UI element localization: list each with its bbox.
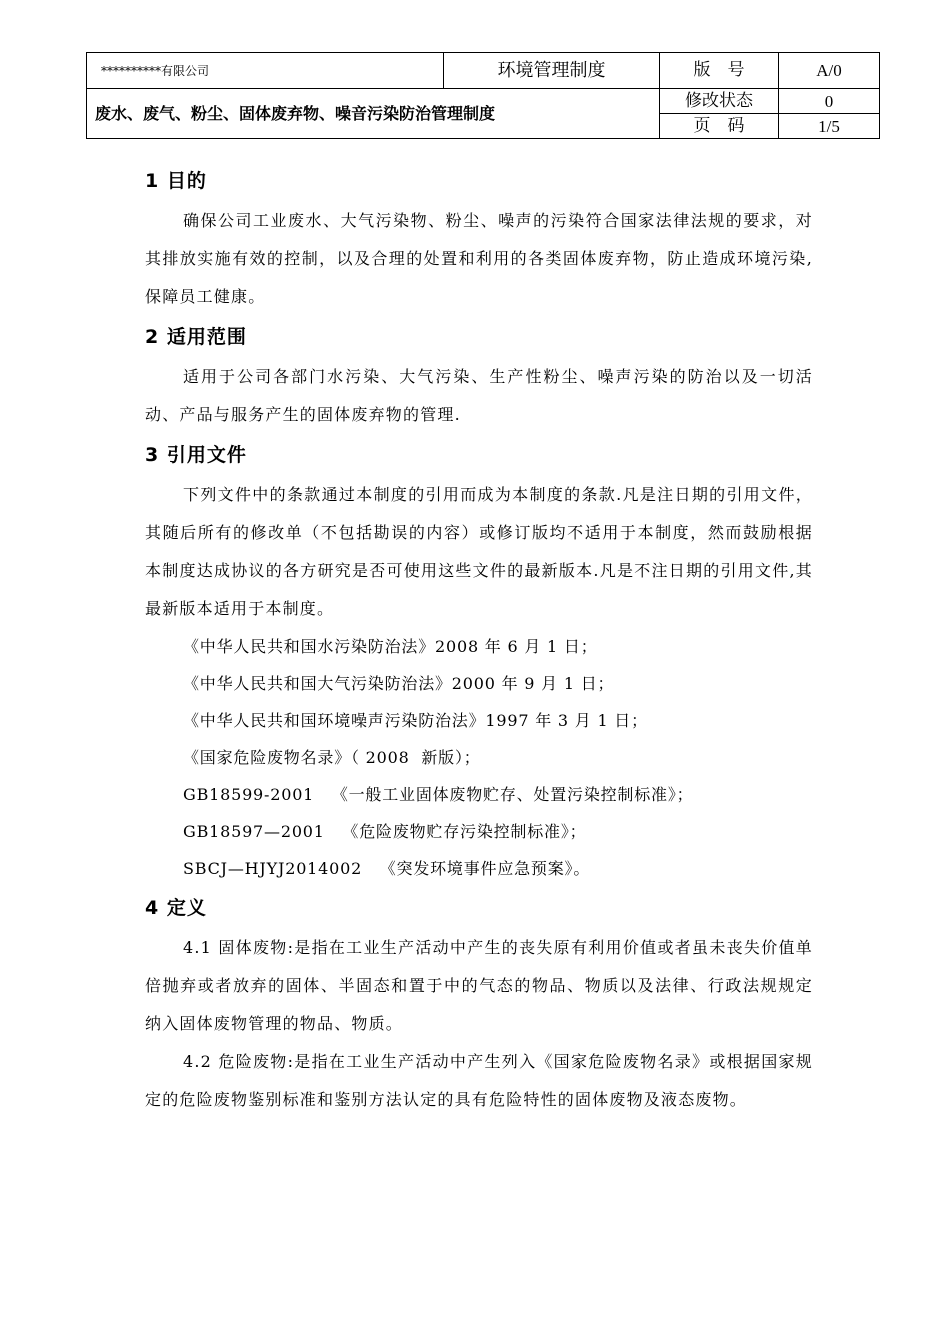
reference-item: 《中华人民共和国大气污染防治法》2000 年 9 月 1 日； <box>183 674 615 693</box>
definition-hazardous-waste: 4.2 危险废物:是指在工业生产活动中产生列入《国家危险废物名录》或根据国家规定的危险废物鉴别标准和鉴别方法认定的具有危险特性的固体废物及液态废物。 <box>145 1052 813 1109</box>
section-heading-scope: 2 适用范围 <box>145 326 247 348</box>
section-heading-purpose: 1 目的 <box>145 170 207 192</box>
document-title: 废水、废气、粉尘、固体废弃物、噪音污染防治管理制度 <box>87 89 660 139</box>
section-text-references: 下列文件中的条款通过本制度的引用而成为本制度的条款.凡是注日期的引用文件，其随后所有的修改单（不包括勘误的内容）或修订版均不适用于本制度，然而鼓励根据本制度达成协议的各方研究是否可使用这些文件的最新版本.凡是不注日期的引用文件,其最新版本适用于本制度。 <box>145 485 813 618</box>
section-heading-references: 3 引用文件 <box>145 444 247 466</box>
company-name: **********有限公司 <box>87 53 444 89</box>
section-text-scope: 适用于公司各部门水污染、大气污染、生产性粉尘、噪声污染的防治以及一切活动、产品与服务产生的固体废弃物的管理. <box>145 367 813 424</box>
revision-label: 修改状态 <box>660 89 779 114</box>
page-value: 1/5 <box>779 114 880 139</box>
section-heading-definitions: 4 定义 <box>145 897 207 919</box>
reference-item: GB18597—2001 《危险废物贮存污染控制标准》； <box>183 822 587 841</box>
revision-value: 0 <box>779 89 880 114</box>
version-value: A/0 <box>779 53 880 89</box>
reference-item: GB18599-2001 《一般工业固体废物贮存、处置污染控制标准》； <box>183 785 694 804</box>
document-header-table <box>86 52 880 139</box>
document-body <box>145 164 813 1119</box>
section-text-purpose: 确保公司工业废水、大气污染物、粉尘、噪声的污染符合国家法律法规的要求，对其排放实施有效的控制，以及合理的处置和利用的各类固体废弃物，防止造成环境污染,保障员工健康。 <box>145 211 813 306</box>
system-name: 环境管理制度 <box>444 53 660 89</box>
version-label: 版 号 <box>660 53 779 89</box>
definition-solid-waste: 4.1 固体废物:是指在工业生产活动中产生的丧失原有利用价值或者虽未丧失价值单倍抛弃或者放弃的固体、半固态和置于中的气态的物品、物质以及法律、行政法规规定纳入固体废物管理的物品、物质。 <box>145 938 813 1033</box>
reference-item: 《中华人民共和国环境噪声污染防治法》1997 年 3 月 1 日； <box>183 711 648 730</box>
reference-item: 《国家危险废物名录》（ 2008 新版）； <box>183 748 481 767</box>
page-label: 页 码 <box>660 114 779 139</box>
reference-item: SBCJ—HJYJ2014002 《突发环境事件应急预案》。 <box>183 859 591 878</box>
reference-item: 《中华人民共和国水污染防治法》2008 年 6 月 1 日； <box>183 637 598 656</box>
